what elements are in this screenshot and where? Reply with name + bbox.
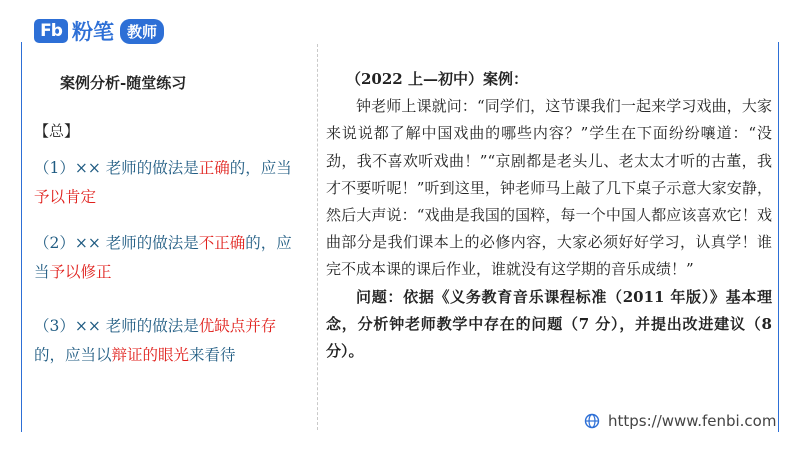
logo-mark: Fb — [34, 19, 68, 43]
point-highlight: 不正确 — [198, 234, 246, 252]
point-text: 来看待 — [189, 346, 236, 364]
summary-label: 【总】 — [34, 122, 80, 140]
point-text: （3）×× 老师的做法是 — [34, 317, 199, 335]
column-divider — [317, 44, 318, 430]
point-2 — [34, 229, 306, 287]
left-title: 案例分析-随堂练习 — [60, 74, 187, 92]
point-1 — [34, 154, 306, 212]
logo-badge: 教师 — [120, 19, 164, 44]
point-text: （2）×× 老师的做法是 — [34, 234, 199, 252]
point-text: 的，应当 — [34, 234, 292, 281]
case-heading: （2022 上—初中）案例： — [346, 70, 528, 88]
point-text: （1）×× 老师的做法是 — [34, 159, 199, 177]
url-text[interactable]: https://www.fenbi.com — [608, 412, 777, 430]
point-highlight: 优缺点并存 — [198, 317, 277, 335]
question-body: 依据《义务教育音乐课程标准（2011 年版）》基本理念，分析钟老师教学中存在的问题（7 分），并提出改进建议（8 分）。 — [326, 287, 772, 361]
point-3 — [34, 312, 306, 370]
question — [326, 284, 772, 366]
point-highlight: 予以肯定 — [34, 188, 97, 206]
point-highlight: 正确 — [198, 159, 230, 177]
point-text: 的，应当 — [229, 159, 292, 177]
question-label: 问题： — [356, 287, 404, 306]
case-panel — [326, 66, 772, 365]
case-body: 钟老师上课就问：“同学们，这节课我们一起来学习戏曲，大家来说说都了解中国戏曲的哪些内容？”学生在下面纷纷嚷道：“没劲，我不喜欢听戏曲！”“京剧都是老头儿、老太太才听的古董，我才不要听呢！”听到这里，钟老师马上敲了几下桌子示意大家安静，然后大声说：“戏曲是我国的国粹，每一个中国人都应该喜欢它！戏曲部分是我们课本上的必修内容，大家必须好好学习，认真学！谁完不成本课的课后作业，谁就没有这学期的音乐成绩！” — [326, 97, 772, 279]
point-text: 的，应当以 — [34, 346, 112, 364]
point-highlight: 辩证的眼光 — [111, 346, 190, 364]
globe-icon — [584, 413, 600, 429]
point-highlight: 予以修正 — [49, 263, 112, 281]
footer-url[interactable] — [584, 412, 776, 430]
logo-text: 粉笔 — [72, 20, 114, 44]
